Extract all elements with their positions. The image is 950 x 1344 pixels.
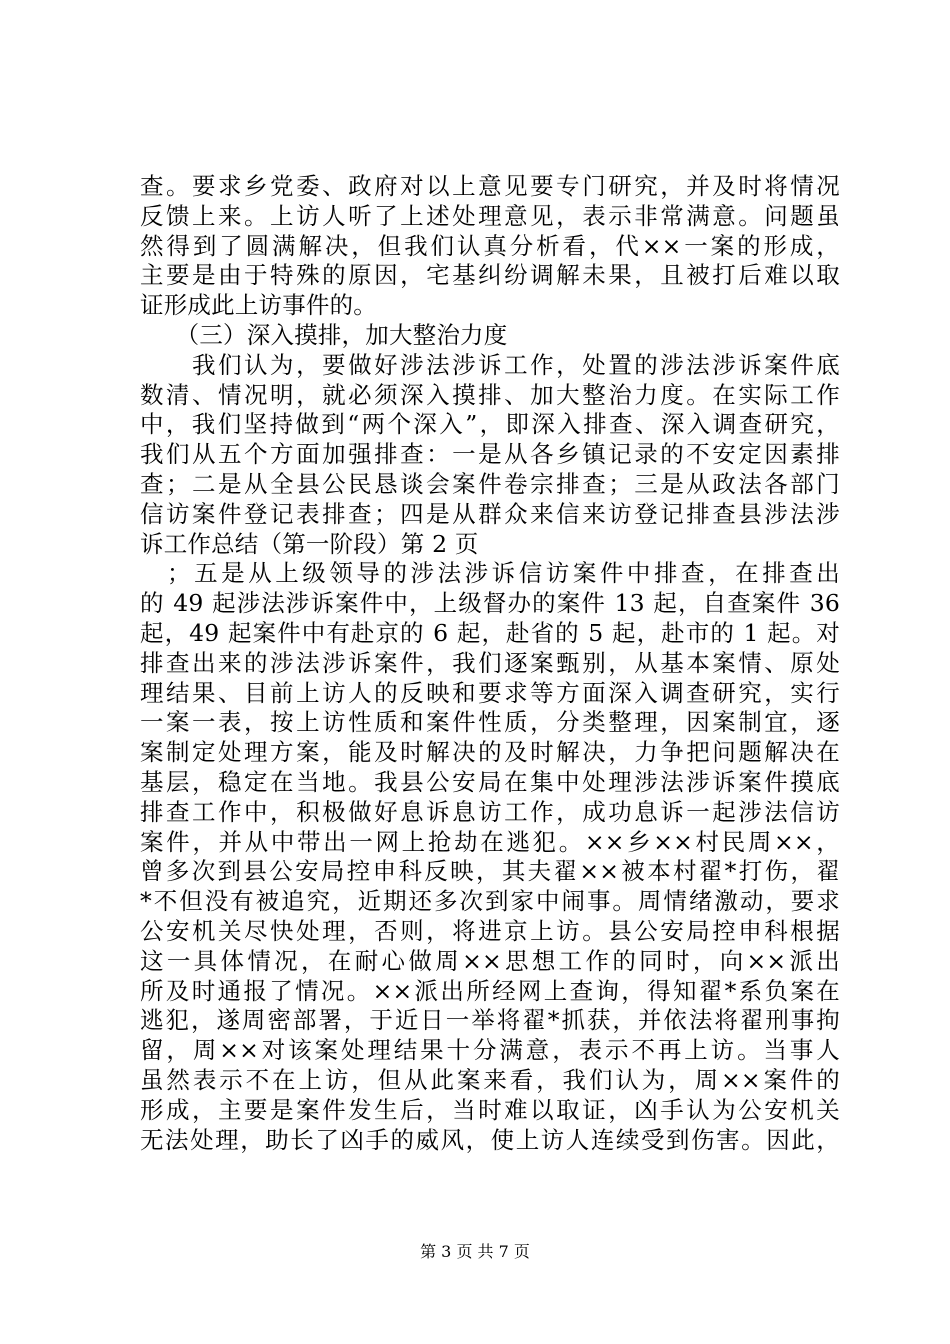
text-line: 诉工作总结（第一阶段）第 2 页 [140, 529, 479, 558]
document-body [140, 172, 840, 1155]
text-line: 查；二是从全县公民恳谈会案件卷宗排查；三是从政法各部门 [140, 469, 840, 498]
text-line: 虽然表示不在上访，但从此案来看，我们认为，周××案件的 [140, 1065, 840, 1094]
text-line: 曾多次到县公安局控申科反映，其夫翟××被本村翟*打伤，翟 [140, 857, 840, 886]
text-line: 理结果、目前上访人的反映和要求等方面深入调查研究，实行 [140, 678, 840, 707]
text-line: 起，49 起案件中有赴京的 6 起，赴省的 5 起，赴市的 1 起。对 [140, 618, 840, 647]
text-line: 反馈上来。上访人听了上述处理意见，表示非常满意。问题虽 [140, 201, 840, 230]
text-line: ；五是从上级领导的涉法涉诉信访案件中排查，在排查出 [140, 559, 840, 588]
text-line: 排查工作中，积极做好息诉息访工作，成功息诉一起涉法信访 [140, 797, 840, 826]
text-line: （三）深入摸排，加大整治力度 [140, 320, 508, 349]
text-line: 逃犯，遂周密部署，于近日一举将翟*抓获，并依法将翟刑事拘 [140, 1006, 840, 1035]
text-line: 数清、情况明，就必须深入摸排、加大整治力度。在实际工作 [140, 380, 840, 409]
text-line: 所及时通报了情况。××派出所经网上查询，得知翟*系负案在 [140, 976, 840, 1005]
text-line: 信访案件登记表排查；四是从群众来信来访登记排查县涉法涉 [140, 499, 840, 528]
text-line: 主要是由于特殊的原因，宅基纠纷调解未果，且被打后难以取 [140, 261, 840, 290]
text-line: 排查出来的涉法涉诉案件，我们逐案甄别，从基本案情、原处 [140, 648, 840, 677]
text-line: 无法处理，助长了凶手的威风，使上访人连续受到伤害。因此， [140, 1125, 840, 1154]
page-footer: 第 3 页 共 7 页 [420, 1242, 530, 1261]
text-line: 然得到了圆满解决，但我们认真分析看，代××一案的形成， [140, 231, 840, 260]
text-line: *不但没有被追究，近期还多次到家中闹事。周情绪激动，要求 [140, 887, 840, 916]
text-line: 案件，并从中带出一网上抢劫在逃犯。××乡××村民周××， [140, 827, 840, 856]
text-line: 的 49 起涉法涉诉案件中，上级督办的案件 13 起，自查案件 36 [140, 589, 840, 618]
text-line: 查。要求乡党委、政府对以上意见要专门研究，并及时将情况 [140, 172, 840, 200]
text-line: 中，我们坚持做到“两个深入”，即深入排查、深入调查研究， [140, 410, 840, 439]
text-line: 一案一表，按上访性质和案件性质，分类整理，因案制宜，逐 [140, 708, 840, 737]
text-line: 形成，主要是案件发生后，当时难以取证，凶手认为公安机关 [140, 1095, 840, 1124]
text-line: 证形成此上访事件的。 [140, 291, 377, 320]
text-line: 案制定处理方案，能及时解决的及时解决，力争把问题解决在 [140, 738, 840, 767]
text-line: 我们从五个方面加强排查：一是从各乡镇记录的不安定因素排 [140, 440, 840, 469]
text-line: 留，周××对该案处理结果十分满意，表示不再上访。当事人 [140, 1036, 840, 1065]
text-line: 公安机关尽快处理，否则，将进京上访。县公安局控申科根据 [140, 916, 840, 945]
text-line: 我们认为，要做好涉法涉诉工作，处置的涉法涉诉案件底 [140, 350, 840, 379]
text-line: 这一具体情况，在耐心做周××思想工作的同时，向××派出 [140, 946, 840, 975]
text-line: 基层，稳定在当地。我县公安局在集中处理涉法涉诉案件摸底 [140, 767, 840, 796]
